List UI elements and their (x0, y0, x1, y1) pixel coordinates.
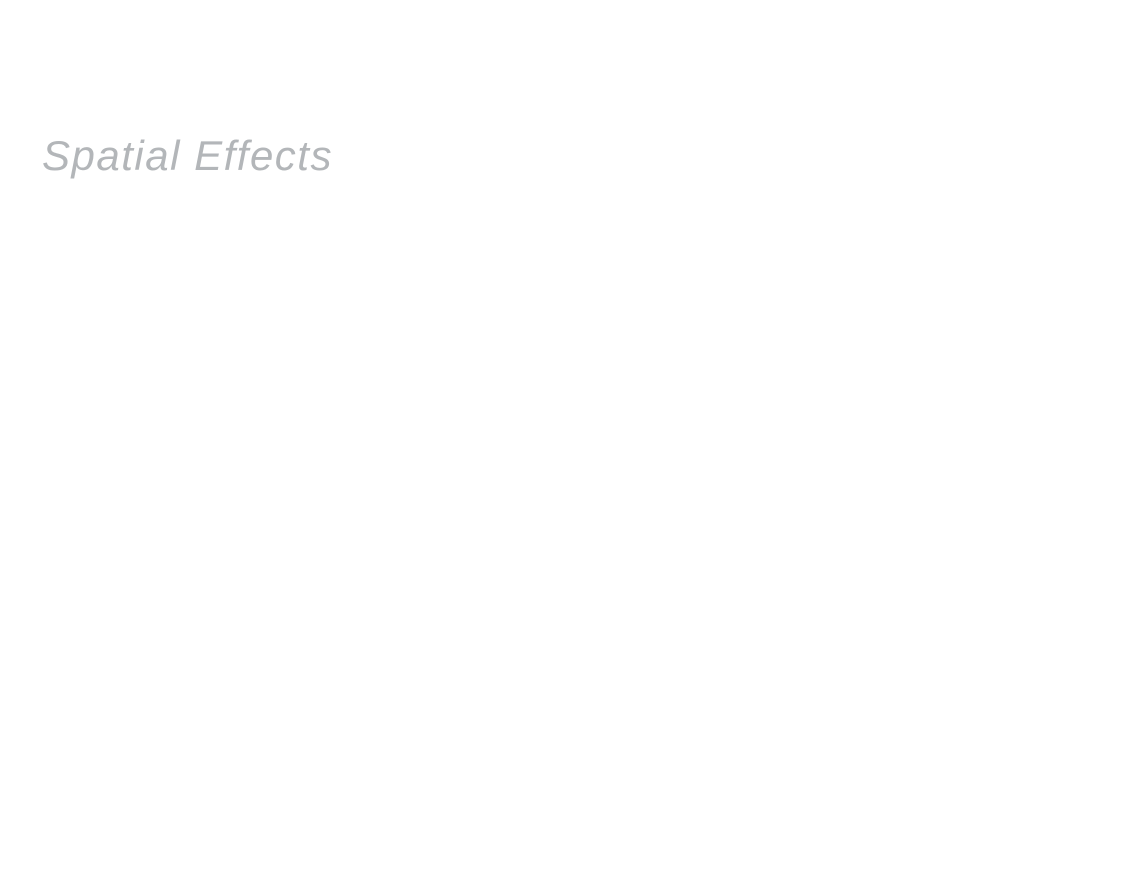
page-title: Spatial Effects (42, 132, 333, 179)
